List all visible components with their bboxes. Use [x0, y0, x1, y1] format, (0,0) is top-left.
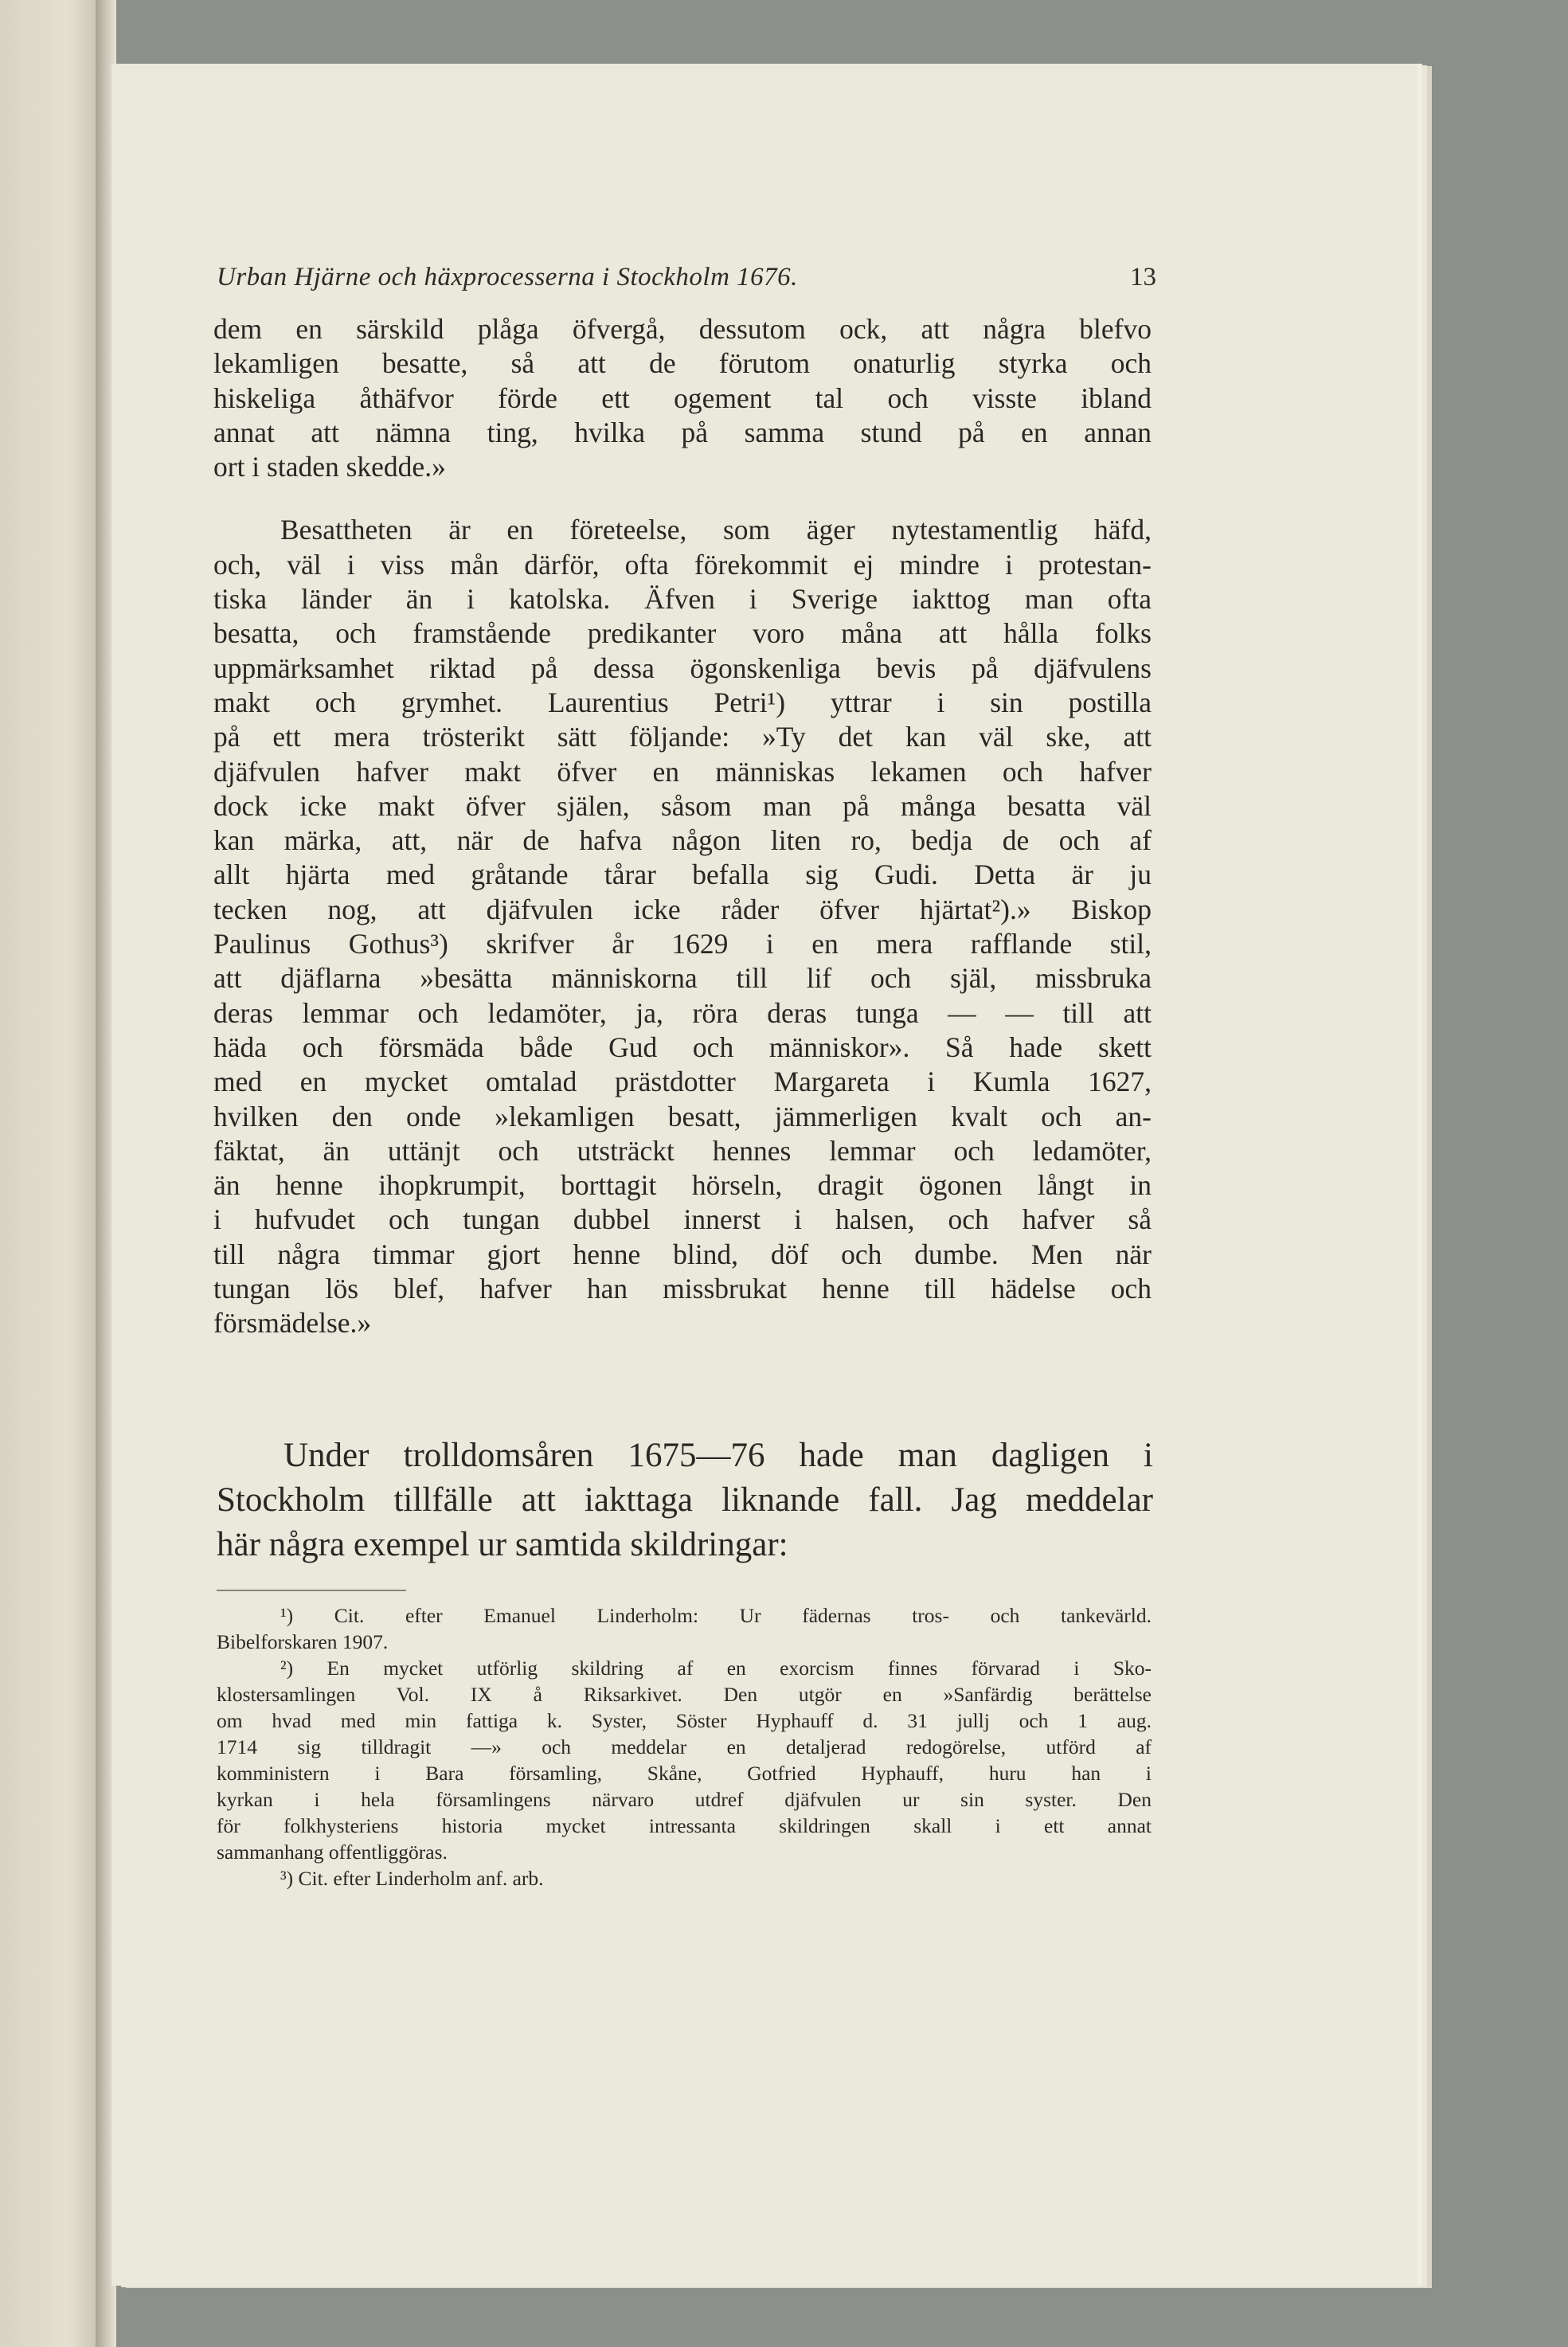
- text-line: försmädelse.»: [213, 1307, 372, 1340]
- footnote-mark: ¹): [280, 1604, 294, 1627]
- page-header: [217, 263, 1156, 298]
- paragraph-2: [213, 513, 1152, 1340]
- text-line: djäfvulen hafver makt öfver en människas lekamen och hafver: [213, 755, 1152, 788]
- text-line: makt och grymhet. Laurentius Petri¹) yttrar i sin postilla: [213, 686, 1152, 718]
- body-text: [213, 312, 1152, 1341]
- text-line: Stockholm tillfälle att iakttaga liknande fall. Jag meddelar: [217, 1481, 1153, 1519]
- text-line: här några exempel ur samtida skildringar:: [217, 1526, 788, 1563]
- footnote-rule: [217, 1590, 406, 1591]
- text-line: Paulinus Gothus³) skrifver år 1629 i en mera rafflande stil,: [213, 928, 1152, 960]
- text-line: tecken nog, att djäfvulen icke råder öfver hjärtat²).» Biskop: [213, 893, 1152, 925]
- text-line: annat att nämna ting, hvilka på samma stund på en annan: [213, 416, 1152, 448]
- footnote-line: [217, 1602, 1152, 1629]
- text-line: deras lemmar och ledamöter, ja, röra deras tunga — — till att: [213, 996, 1152, 1029]
- text-line: hvilken den onde »lekamligen besatt, jämmerligen kvalt och an-: [213, 1100, 1152, 1132]
- text-line: tiska länder än i katolska. Äfven i Sverige iakttog man ofta: [213, 583, 1152, 616]
- text-line: uppmärksamhet riktad på dessa ögonskenliga bevis på djäfvulens: [213, 651, 1152, 684]
- footnote-3: [217, 1865, 1152, 1891]
- text-line: fäktat, än uttänjt och utsträckt hennes lemmar och ledamöter,: [213, 1134, 1152, 1167]
- footnote-line: för folkhysteriens historia mycket intressanta skildringen skall i ett annat: [217, 1814, 1152, 1837]
- running-title: Urban Hjärne och häxprocesserna i Stockholm 1676.: [217, 263, 798, 291]
- footnote-line: [217, 1865, 1152, 1891]
- footnote-2: [217, 1655, 1152, 1865]
- text-line: Under trolldomsåren 1675—76 hade man dagligen i: [283, 1437, 1153, 1474]
- footnote-1: [217, 1602, 1152, 1655]
- text-line: allt hjärta med gråtande tårar befalla sig Gudi. Detta är ju: [213, 859, 1152, 891]
- page-number: 13: [1130, 263, 1156, 291]
- text-line: Besattheten är en företeelse, som äger nytestamentlig häfd,: [280, 514, 1152, 546]
- text-line: och, väl i viss mån därför, ofta förekommit ej mindre i protestan-: [213, 548, 1152, 581]
- footnote-mark: ²): [280, 1657, 294, 1680]
- text-line: än henne ihopkrumpit, borttagit hörseln, dragit ögonen långt in: [213, 1169, 1152, 1202]
- text-line: dem en särskild plåga öfvergå, dessutom ock, att några blefvo: [213, 313, 1152, 345]
- footnote-line: sammanhang offentliggöras.: [217, 1840, 448, 1864]
- footnote-line: komministern i Bara församling, Skåne, Gotfried Hyphauff, huru han i: [217, 1762, 1152, 1785]
- facing-page-edge: [0, 0, 101, 2347]
- footnote-line: klostersamlingen Vol. IX å Riksarkivet. Den utgör en »Sanfärdig berättelse: [217, 1683, 1152, 1706]
- text-line: kan märka, att, när de hafva någon liten ro, bedja de och af: [213, 824, 1152, 857]
- paragraph-gap: [213, 484, 1152, 513]
- text-line: hiskeliga åthäfvor förde ett ogement tal och visste ibland: [213, 381, 1152, 414]
- footnote-mark: ³): [280, 1867, 294, 1890]
- footnote-text: Cit. efter Linderholm anf. arb.: [298, 1867, 544, 1890]
- footnote-line: kyrkan i hela församlingens närvaro utdref djäfvulen ur sin syster. Den: [217, 1788, 1152, 1811]
- text-line: med en mycket omtalad prästdotter Margareta i Kumla 1627,: [213, 1066, 1152, 1098]
- text-line: dock icke makt öfver själen, såsom man på många besatta väl: [213, 789, 1152, 822]
- paragraph-1: [213, 312, 1152, 484]
- text-line: tungan lös blef, hafver han missbrukat henne till hädelse och: [213, 1273, 1152, 1305]
- text-line: häda och försmäda både Gud och människor». Så hade skett: [213, 1031, 1152, 1063]
- text-line: på ett mera trösterikt sätt följande: »Ty det kan väl ske, att: [213, 721, 1152, 753]
- footnote-line: Bibelforskaren 1907.: [217, 1630, 389, 1653]
- paragraph-3: [217, 1434, 1153, 1567]
- footnote-text: Cit. efter Emanuel Linderholm: Ur fädernas tros- och tankevärld.: [334, 1604, 1152, 1627]
- text-line: ort i staden skedde.»: [213, 451, 446, 483]
- footnote-line: [217, 1655, 1152, 1681]
- footnote-line: om hvad med min fattiga k. Syster, Söster Hyphauff d. 31 jullj och 1 aug.: [217, 1709, 1152, 1732]
- text-line: besatta, och framstående predikanter voro måna att hålla folks: [213, 617, 1152, 650]
- text-line: lekamligen besatte, så att de förutom onaturlig styrka och: [213, 347, 1152, 380]
- text-line: till några timmar gjort henne blind, döf och dumbe. Men när: [213, 1238, 1152, 1270]
- text-line: i hufvudet och tungan dubbel innerst i halsen, och hafver så: [213, 1203, 1152, 1236]
- footnote-text: En mycket utförlig skildring af en exorcism finnes förvarad i Sko-: [327, 1657, 1152, 1680]
- text-line: att djäflarna »besätta människorna till lif och själ, missbruka: [213, 962, 1152, 995]
- footnote-line: 1714 sig tilldragit —» och meddelar en detaljerad redogörelse, utförd af: [217, 1735, 1152, 1758]
- footnotes: [217, 1602, 1152, 1891]
